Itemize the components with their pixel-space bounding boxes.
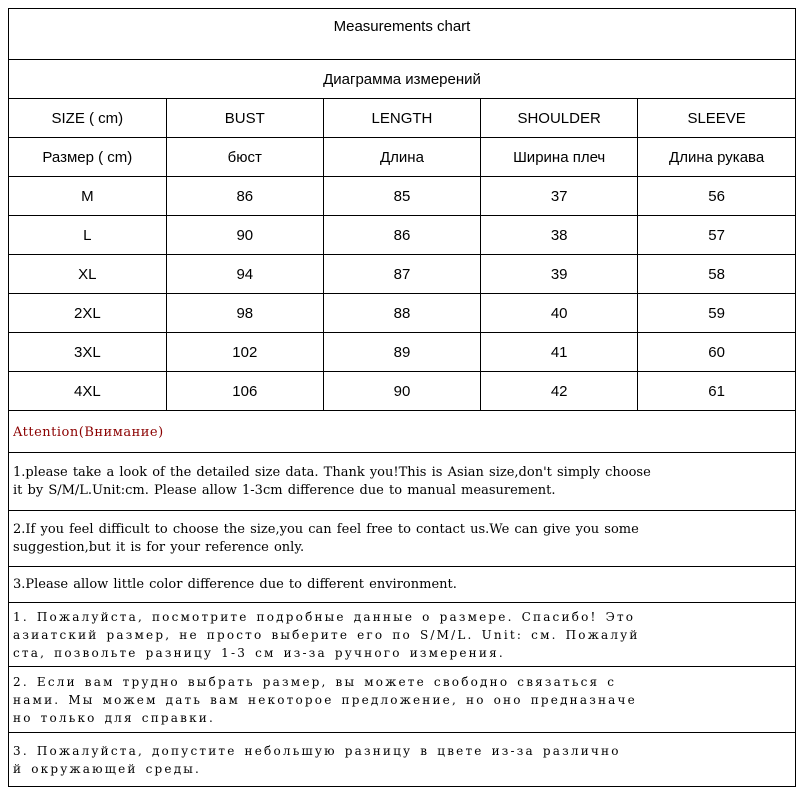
size-table [9,99,795,411]
note-line: 3.Please allow little color difference due to different environment. [13,576,457,592]
header-row-ru [9,138,795,177]
table-row [9,372,795,411]
table-cell: 90 [323,372,480,411]
table-cell: 39 [481,255,638,294]
header-cell: BUST [166,99,323,138]
size-chart-sheet [8,8,796,787]
note-ru-1 [9,603,795,667]
table-cell: 40 [481,294,638,333]
note-ru-3 [9,733,795,787]
table-cell: M [9,177,166,216]
table-cell: 57 [638,216,795,255]
header-cell: SIZE ( cm) [9,99,166,138]
chart-title-ru-row [9,60,795,99]
table-cell: 2XL [9,294,166,333]
note-line: 1. Пожалуйста, посмотрите подробные данные о размере. Спасибо! Это [13,609,636,624]
table-cell: 86 [323,216,480,255]
table-row [9,177,795,216]
note-line: suggestion,but it is for your reference only. [13,539,305,555]
note-en-2 [9,511,795,567]
table-row [9,294,795,333]
header-cell: Ширина плеч [481,138,638,177]
table-cell: 58 [638,255,795,294]
attention-heading [9,411,795,453]
note-line: 2. Если вам трудно выбрать размер, вы можете свободно связаться с [13,674,617,689]
note-line: 3. Пожалуйста, допустите небольшую разницу в цвете из-за различно [13,743,621,758]
header-cell: бюст [166,138,323,177]
table-row [9,216,795,255]
attention-text: Attention(Внимание) [13,425,164,440]
note-line: но только для справки. [13,710,216,725]
header-cell: SHOULDER [481,99,638,138]
note-en-3 [9,567,795,603]
header-cell: Длина рукава [638,138,795,177]
header-cell: SLEEVE [638,99,795,138]
chart-title-ru: Диаграмма измерений [323,70,481,88]
chart-title-en: Measurements chart [333,17,471,35]
table-cell: 61 [638,372,795,411]
table-cell: 98 [166,294,323,333]
header-row-en [9,99,795,138]
note-line: й окружающей среды. [13,761,202,776]
table-cell: XL [9,255,166,294]
table-cell: 42 [481,372,638,411]
table-row [9,255,795,294]
header-cell: Длина [323,138,480,177]
note-line: 1.please take a look of the detailed size data. Thank you!This is Asian size,don't simply choose [13,464,651,480]
header-cell: Размер ( cm) [9,138,166,177]
note-line: it by S/M/L.Unit:cm. Please allow 1-3cm difference due to manual measurement. [13,482,556,498]
note-line: ста, позвольте разницу 1-3 см из-за ручного измерения. [13,645,505,660]
table-cell: 102 [166,333,323,372]
note-line: нами. Мы можем дать вам некоторое предложение, но оно предназначе [13,692,637,707]
table-cell: 87 [323,255,480,294]
table-cell: 94 [166,255,323,294]
table-cell: 85 [323,177,480,216]
table-cell: 59 [638,294,795,333]
table-cell: 86 [166,177,323,216]
table-cell: L [9,216,166,255]
table-cell: 56 [638,177,795,216]
chart-title-row [9,9,795,60]
table-row [9,333,795,372]
note-line: 2.If you feel difficult to choose the size,you can feel free to contact us.We can give you some [13,521,639,537]
table-cell: 89 [323,333,480,372]
table-cell: 106 [166,372,323,411]
table-cell: 37 [481,177,638,216]
note-ru-2 [9,667,795,733]
table-cell: 60 [638,333,795,372]
table-cell: 4XL [9,372,166,411]
table-cell: 3XL [9,333,166,372]
notes-section [9,411,795,787]
table-cell: 41 [481,333,638,372]
header-cell: LENGTH [323,99,480,138]
note-line: азиатский размер, не просто выберите его по S/M/L. Unit: см. Пожалуй [13,627,640,642]
table-cell: 88 [323,294,480,333]
note-en-1 [9,453,795,511]
table-cell: 90 [166,216,323,255]
table-cell: 38 [481,216,638,255]
